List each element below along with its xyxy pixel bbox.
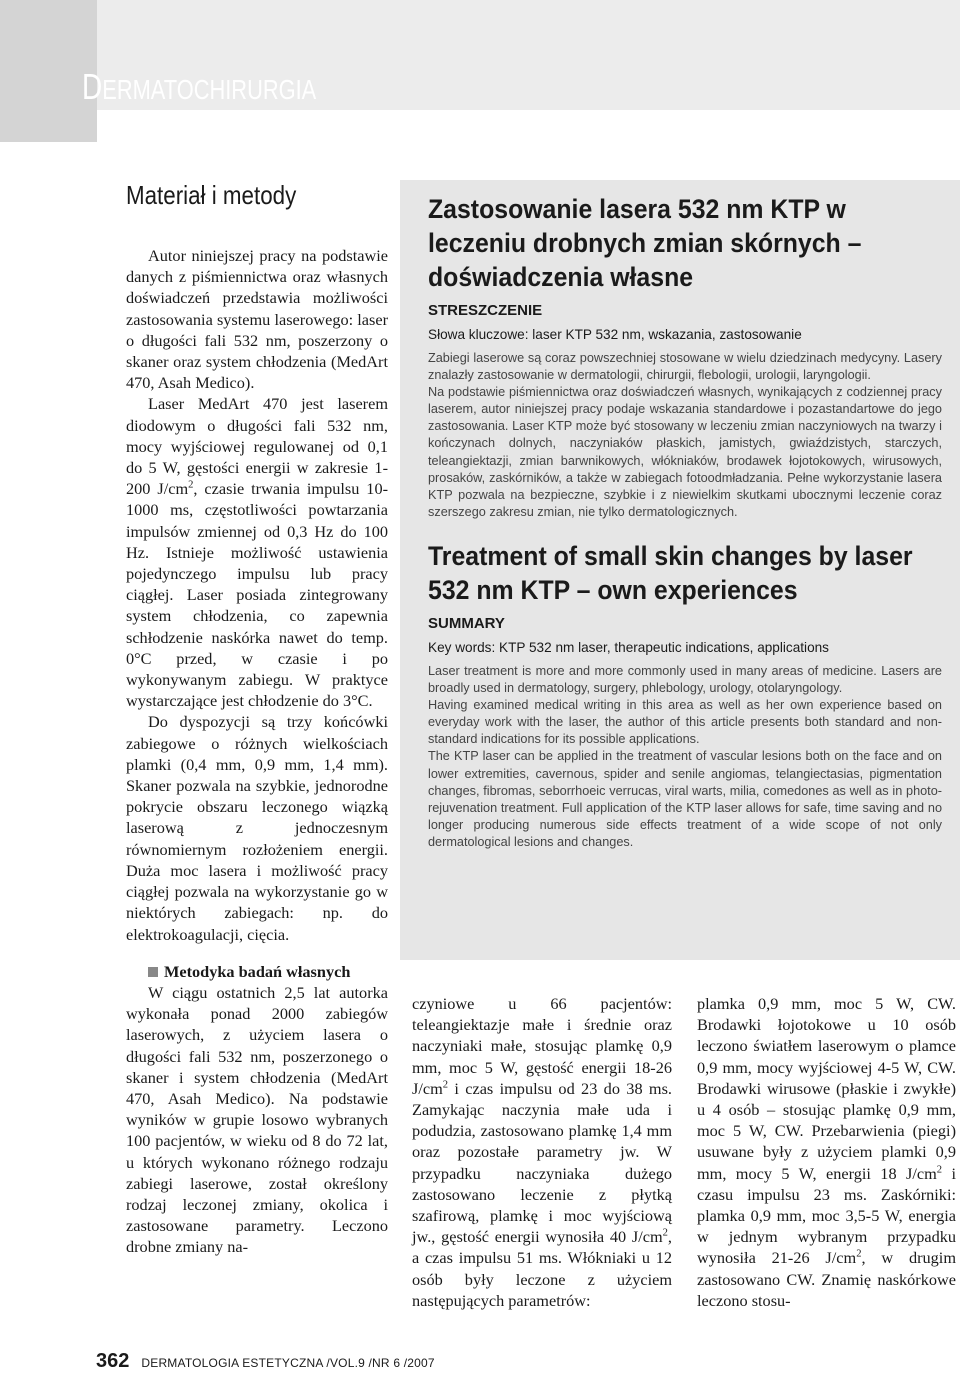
right-column — [697, 993, 956, 1311]
abstract-label-en: SUMMARY — [428, 614, 505, 632]
page-number: 362 — [96, 1350, 130, 1372]
paragraph-text: i czasu impulsu 23 ms. Zaskórniki: plamka 0,9 mm, moc 3,5-5 W, energia w jednym wybranym przypadku wynosiła 21-26 J/cm — [697, 1163, 956, 1268]
keywords-pl: Słowa kluczowe: laser KTP 532 nm, wskazania, zastosowanie — [428, 327, 802, 342]
abstract-box — [400, 180, 960, 960]
left-column — [126, 180, 388, 1258]
superscript: 2 — [856, 1249, 862, 1261]
superscript: 2 — [662, 1227, 668, 1239]
section-title-rest: ERMATOCHIRURGIA — [102, 74, 317, 105]
paragraph-text: czyniowe u 66 pacjentów: teleangiektazje małe i średnie oraz naczyniaki małe, stosując plamkę 0,9 mm, moc 5 W, gęstość energii 18-26 J/cm — [412, 994, 672, 1098]
paragraph-text: Laser MedArt 470 jest laserem diodowym o długości fali 532 nm, mocy wyjściowej regulowanej od 0,1 do 5 W, gęstości energii w zakresie 1-200 J/cm — [126, 394, 388, 499]
paragraph-text: , a czas impulsu 51 ms. Włókniaki u 12 osób były leczone z użyciem następujących parametrów: — [412, 1227, 672, 1310]
bullet-square-icon — [148, 967, 158, 977]
paragraph-text: , czasie trwania impulsu 10-1000 ms, częstotliwości powtarzania impulsów zmiennej od 0,3 Hz do 100 Hz. Istnieje możliwość ustawienia pojedynczego impulsu lub pracy ciągłej. Laser posiada zintegrowany system chłodzenia, co zapewnia schłodzenie naskórka nawet do temp. 0°C przed, w czasie i po wykonywanym zabiegu. W praktyce wystarczające jest chłodzenie do 3°C. — [126, 479, 389, 711]
page-footer — [96, 1350, 435, 1373]
paragraph-text: plamka 0,9 mm, moc 5 W, CW. Brodawki łojotokowe u 10 osób leczono światłem laserowym o plamce 0,9 mm, mocy wyjściowej 4-5 W, CW. Brodawki wirusowe (płaskie i zwykłe) u 4 osób – stosując plamkę 0,9 mm, moc 5 W, CW. Przebarwienia (piegi) usuwane były z użyciem plamki 0,9 mm, mocy 5 W, energii 18 J/cm — [697, 994, 956, 1183]
superscript: 2 — [188, 479, 194, 491]
paragraph: Do dyspozycji są trzy końcówki zabiegowe o różnych wielkościach plamki (0,4 mm, 0,9 mm, 1,4 mm). Skaner pozwala na szybkie, jednorodne pokrycie obszaru leczonego wiązką laserową z jednoczesnym równomiernym rozłożeniem energii. Duża moc lasera i możliwość pracy ciągłej pozwala na wykorzystanie go w niektórych zabiegach: np. do elektrokoagulacji, cięcia. — [126, 712, 388, 944]
paragraph — [412, 993, 672, 1311]
middle-column — [412, 993, 672, 1311]
abstract-paragraph: Na podstawie piśmiennictwa oraz doświadczeń własnych, wynikających z codziennej pracy laserem, autor niniejszej pracy podaje wskazania standardowe i pozastandartowe do jego zastosowania. Laser KTP może być stosowany w leczeniu zmian naczyniowych na twarzy i kończynach dolnych, naczyniaków płaskich, jamistych, gwiaździstych, starczych, teleangiektazji, zmian barwnikowych, włókniaków, brodawek łojotokowych, wirusowych, prosaków, zaskórników, a także w zabiegach fotoodmładzania. Pełne wykorzystanie lasera KTP pozwala na bezpieczne, szybkie i z niewielkim skutkami ubocznymi leczenie coraz szerszego zakresu zmian, nie tylko dermatologicznych. — [428, 385, 942, 519]
paragraph-text: i czas impulsu od 23 do 38 ms. Zamykając naczynia małe uda i podudzia, zastosowano plamkę 1,4 mm oraz pozostałe parametry jw. W przypadku naczyniaka dużego zastosowano leczenie z płytką szafirową, plamkę i moc wyjściową jw., gęstość energii wynosiła 40 J/cm — [412, 1078, 672, 1247]
subheading-text: Metodyka badań własnych — [164, 961, 351, 981]
paragraph-text: , w drugim zastosowano CW. Znamię naskórkowe leczono stosu- — [697, 1248, 956, 1310]
abstract-paragraph: Having examined medical writing in this area as well as her own experience based on everyday work with the laser, the author of this article presents both standard and non-standard indications for its possible applications. — [428, 698, 942, 747]
section-heading-methods: Materiał i metody — [126, 180, 297, 210]
paragraph: W ciągu ostatnich 2,5 lat autorka wykonała ponad 2000 zabiegów laserowych, z użyciem lasera o długości fali 532 nm, poszerzonego o skaner i system chłodzenia (MedArt 470, Asah Medico). Na podstawie wyników w grupie losowo wybranych 100 pacjentów, w wieku od 8 do 72 lat, u których wykonano różnego rodzaju zabiegi laserowe, został określony rodzaj leczonej zmiany, okolica i zastosowane parametry. Leczono drobne zmiany na- — [126, 982, 388, 1257]
keywords-en: Key words: KTP 532 nm laser, therapeutic indications, applications — [428, 639, 829, 655]
paragraph: Autor niniejszej pracy na podstawie danych z piśmiennictwa oraz własnych doświadczeń przedstawia możliwości zastosowania systemu laserowego: laser o długości fali 532 nm, poszerzony o skaner oraz system chłodzenia (MedArt 470, Asah Medico). — [126, 246, 388, 393]
abstract-paragraph: The KTP laser can be applied in the treatment of vascular lesions both on the face and on lower extremities, cavernous, spider and senile angiomas, telangiectasias, pigmentation changes, fibromas, seborrhoeic verrucas, viral warts, milia, comedones as well as in photo-rejuvenation treatment. Full application of the KTP laser allows for safe, time saving and no longer producing numerous side effects treatment of a wide scope of not only dermatological lesions and changes. — [428, 749, 942, 849]
abstract-paragraph: Zabiegi laserowe są coraz powszechniej stosowane w wielu dziedzinach medycyny. Lasery znalazły zastosowanie w dermatologii, chirurgii, flebologii, urologii, laryngologii. — [428, 351, 942, 383]
superscript: 2 — [936, 1164, 943, 1176]
section-title-initial: D — [82, 66, 103, 107]
paragraph — [126, 393, 388, 711]
abstract-title-en: Treatment of small skin changes by laser 532 nm KTP – own experiences — [428, 540, 913, 605]
abstract-label-pl: STRESZCZENIE — [428, 302, 543, 319]
subheading — [148, 961, 388, 982]
abstract-content — [428, 192, 942, 851]
superscript: 2 — [442, 1079, 449, 1091]
abstract-paragraph: Laser treatment is more and more commonly used in many areas of medicine. Lasers are broadly used in dermatology, surgery, phlebology, urology, otolaryngology. — [428, 663, 942, 696]
paragraph — [697, 993, 956, 1311]
journal-reference: DERMATOLOGIA ESTETYCZNA /VOL.9 /NR 6 /2007 — [141, 1356, 435, 1370]
section-title — [82, 66, 316, 108]
abstract-title-pl: Zastosowanie lasera 532 nm KTP w leczeniu drobnych zmian skórnych – doświadczenia własne — [428, 194, 862, 292]
